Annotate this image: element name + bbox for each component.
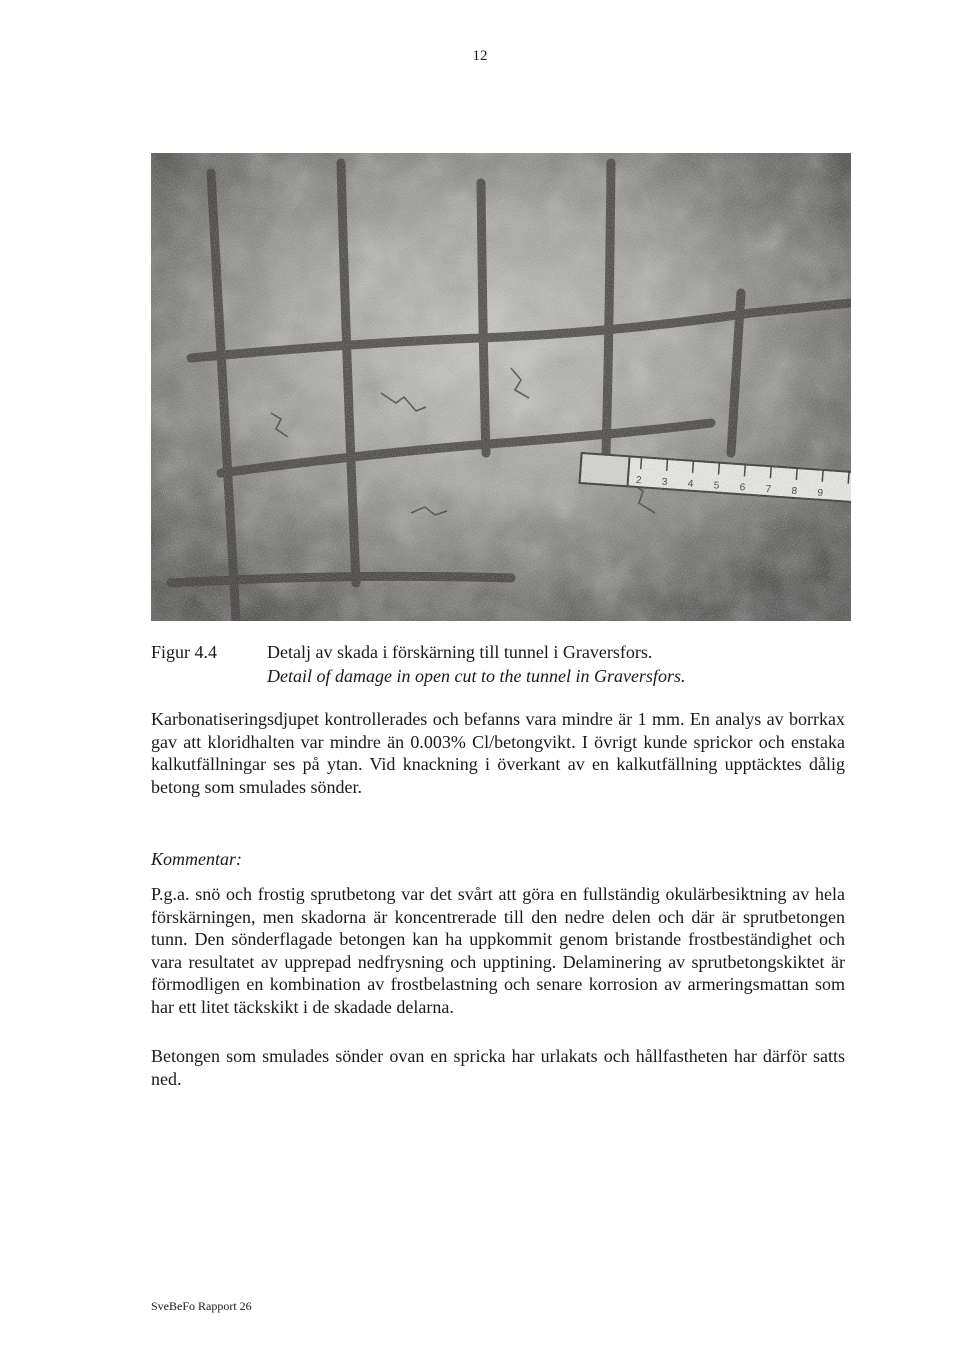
comment-paragraph: P.g.a. snö och frostig sprutbetong var det svårt att göra en fullständig okulärbesiktning av hela förskärningen, men skadorna är koncentrerade till den nedre delen och där är sprutbetongen tunn. Den sönderflagade betongen kan ha uppkommit genom bristande frostbeständighet och vara resultatet av upprepad nedfrysning och upptining. Delaminering av sprutbetongskiktet är förmodligen en kombination av frostbelastning och senare korrosion av armeringsmattan som har ett litet täckskikt i de skadade delarna.: [151, 884, 845, 1017]
photo-illustration: [151, 153, 851, 621]
page-number: 12: [472, 48, 488, 64]
conclusion-paragraph: Betongen som smulades sönder ovan en spricka har urlakats och hållfastheten har därför satts ned.: [151, 1046, 845, 1089]
damage-photo: [151, 153, 851, 621]
figure-label: Figur 4.4: [151, 642, 218, 662]
comment-heading: Kommentar:: [151, 849, 242, 869]
figure-caption-english: Detail of damage in open cut to the tunnel in Graversfors.: [267, 666, 686, 686]
figure-caption-swedish: Detalj av skada i förskärning till tunnel i Graversfors.: [267, 642, 653, 662]
report-footer: SveBeFo Rapport 26: [151, 1299, 252, 1313]
body-paragraph: Karbonatiseringsdjupet kontrollerades och befanns vara mindre är 1 mm. En analys av borrkax gav att kloridhalten var mindre än 0.003% Cl/betongvikt. I övrigt kunde sprickor och enstaka kalkutfällningar ses på ytan. Vid knackning i överkant av en kalkutfällning upptäcktes dålig betong som smulades sönder.: [151, 709, 845, 797]
